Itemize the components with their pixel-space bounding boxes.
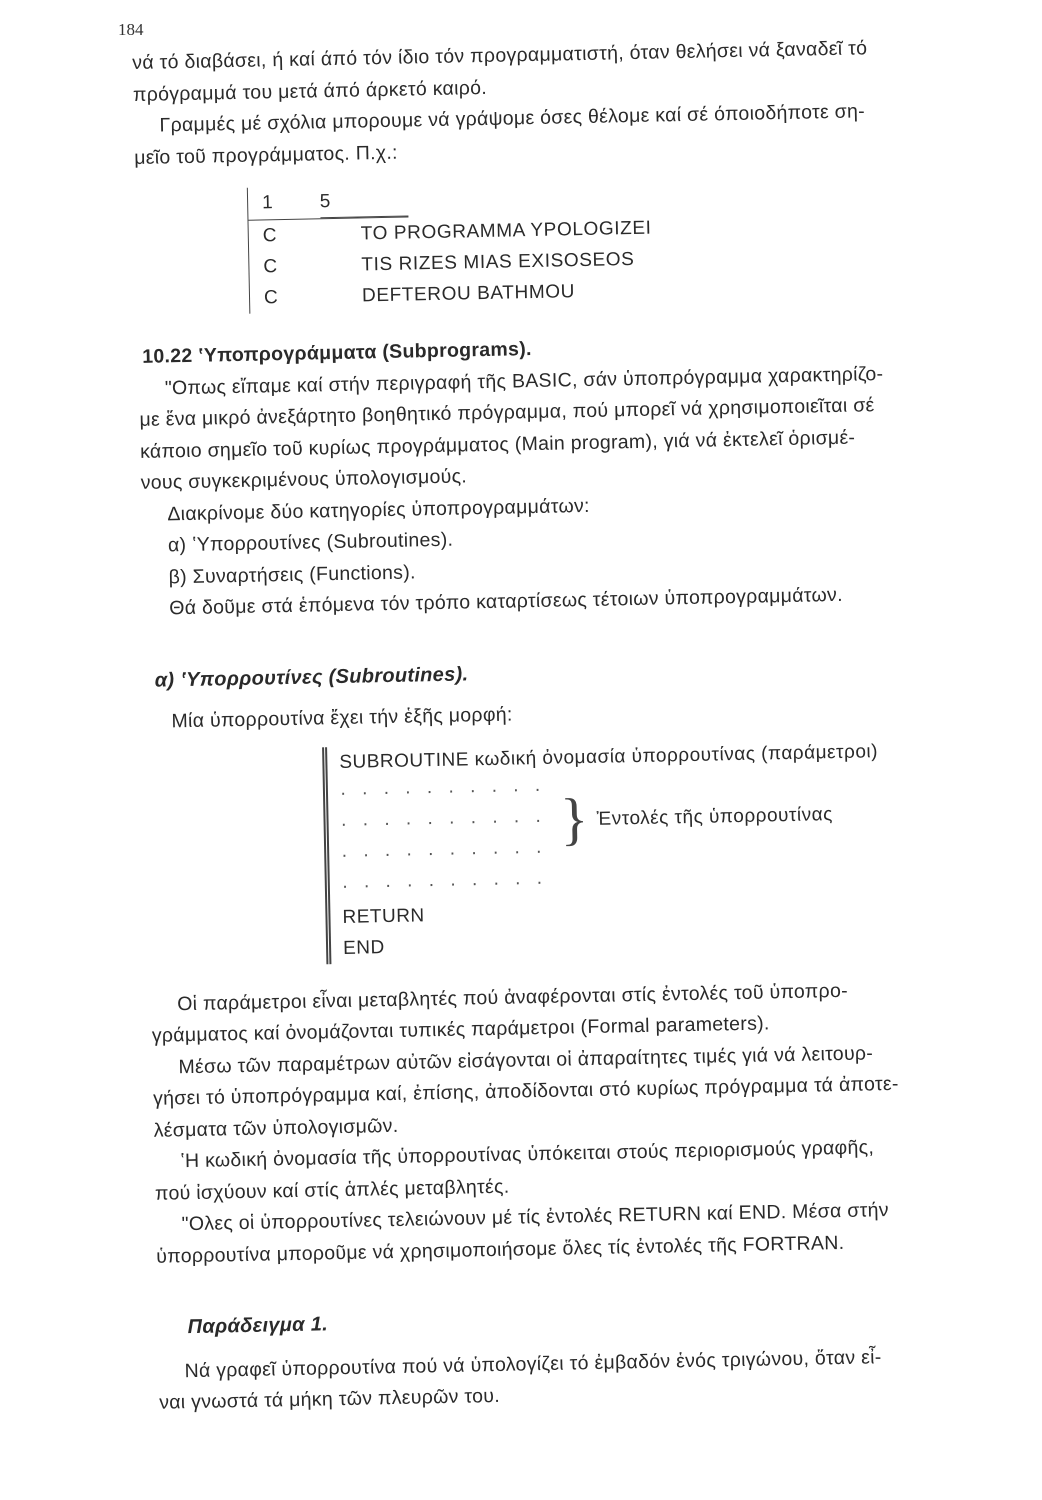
section-heading: 10.22 ʽΥποπρογράμματα (Subprograms).	[141, 338, 532, 368]
intro-line: Γραμμές μέ σχόλια μπορουμε νά γράψομε όσες θέλομε καί σέ όποιοδήποτε ση-	[159, 100, 866, 137]
placeholder-dots: · · · · · · · · · ·	[340, 809, 547, 835]
subsection-heading: α) ʽΥπορρουτίνες (Subroutines).	[154, 662, 469, 692]
body-line: λέσματα τῶν ὑπολογισμῶν.	[153, 1114, 399, 1142]
body-line: Μία ὑπορρουτίνα ἔχει τήν ἑξῆς μορφή:	[171, 703, 513, 733]
body-line: ʺΟλες οἱ ὑπορρουτίνες τελειώνουν μέ τίς ἐντολές RETURN καί END. Μέσα στήν	[181, 1199, 890, 1236]
placeholder-dots: · · · · · · · · · ·	[339, 778, 546, 804]
body-line: γήσει τό ὑποπρόγραμμα καί, ἐπίσης, ἀποδίδονται στό κυρίως πρόγραμμα τά ἀποτε-	[152, 1072, 899, 1110]
example-heading: Παράδειγμα 1.	[187, 1313, 329, 1339]
body-line: ὑπορρουτίνα μποροῦμε νά χρησιμοποιήσομε ὅλες τίς ἐντολές τῆς FORTRAN.	[156, 1231, 845, 1268]
code-line: RETURN	[342, 904, 425, 928]
comment-code-example	[247, 173, 997, 314]
code-header-row	[248, 184, 409, 220]
column-1-label: 1	[261, 192, 274, 214]
subroutine-format-block	[322, 733, 1010, 964]
body-line: ʽΗ κωδική ὀνομασία τῆς ὑπορρουτίνας ὑπόκειται στούς περιορισμούς γραφῆς,	[180, 1136, 875, 1173]
body-line: πού ἰσχύουν καί στίς ἁπλές μεταβλητές.	[154, 1175, 510, 1205]
comment-text: DEFTEROU BATHMOU	[361, 281, 576, 307]
body-line: Θά δοῦμε στά ἑπόμενα τόν τρόπο καταρτίσεως τέτοιων ὑποπρογραμμάτων.	[169, 583, 844, 620]
statements-group	[340, 764, 1009, 870]
comment-marker: C	[262, 225, 278, 247]
body-line: ναι γνωστά τά μήκη τῶν πλευρῶν του.	[158, 1384, 501, 1414]
right-brace-icon: }	[559, 785, 590, 852]
body-line: Νά γραφεῖ ὑπορρουτίνα πού νά ὑπολογίζει τό ἐμβαδόν ἑνός τριγώνου, ὅταν εἶ-	[184, 1345, 882, 1382]
comment-marker: C	[263, 256, 278, 278]
list-item: α) ʽΥπορρουτίνες (Subroutines).	[167, 528, 454, 557]
code-line: SUBROUTINE κωδική ὀνομασία ὑπορρουτίνας (παράμετροι)	[339, 740, 879, 773]
body-line: κάποιο σημεῖο τοῦ κυρίως προγράμματος (Main program), γιά νά ἐκτελεῖ ὁρισμέ-	[139, 426, 856, 463]
placeholder-dots: · · · · · · · · · ·	[341, 871, 548, 897]
list-item: β) Συναρτήσεις (Functions).	[168, 560, 416, 588]
page-number: 184	[118, 20, 144, 39]
column-5-label: 5	[320, 184, 409, 218]
code-line: END	[342, 936, 385, 959]
body-line: γράμματος καί ὀνομάζονται τυπικές παράμετροι (Formal parameters).	[151, 1012, 770, 1047]
body-line: νους συγκεκριμένους ὑπολογισμούς.	[140, 465, 468, 494]
body-line: Μέσω τῶν παραμέτρων αὐτῶν εἰσάγονται οἱ ἀπαραίτητες τιμές γιά νά λειτουρ-	[178, 1041, 874, 1078]
intro-line: μεῖο τοῦ προγράμματος. Π.χ.:	[133, 141, 398, 169]
intro-line: πρόγραμμά του μετά άπό άρκετό καιρό.	[132, 76, 488, 106]
body-line: ʺΟπως εἴπαμε καί στήν περιγραφή τῆς BASIC, σάν ὑποπρόγραμμα χαρακτηρίζο-	[164, 362, 884, 399]
placeholder-dots: · · · · · · · · · ·	[341, 840, 548, 866]
body-line: Διακρίνομε δύο κατηγορίες ὑποπρογραμμάτων:	[167, 494, 590, 525]
intro-line: νά τό διαβάσει, ή καί άπό τόν ίδιο τόν προγραμματιστή, όταν θελήσει νά ξαναδεῖ τό	[132, 37, 868, 74]
body-line: Οἱ παράμετροι εἶναι μεταβλητές πού ἀναφέρονται στίς ἐντολές τοῦ ὑποπρο-	[176, 979, 849, 1015]
comment-marker: C	[263, 287, 279, 309]
brace-label: Ἐντολές τῆς ὑπορρουτίνας	[596, 803, 833, 830]
comment-text: TIS RIZES MIAS EXISOSEOS	[361, 248, 635, 276]
comment-text: TO PROGRAMMA YPOLOGIZEI	[360, 217, 652, 245]
body-line: με ἕνα μικρό ἀνεξάρτητο βοηθητικό πρόγραμμα, πού μπορεῖ νά χρησιμοποιεῖται σέ	[139, 394, 875, 431]
page-body	[132, 31, 1019, 1419]
